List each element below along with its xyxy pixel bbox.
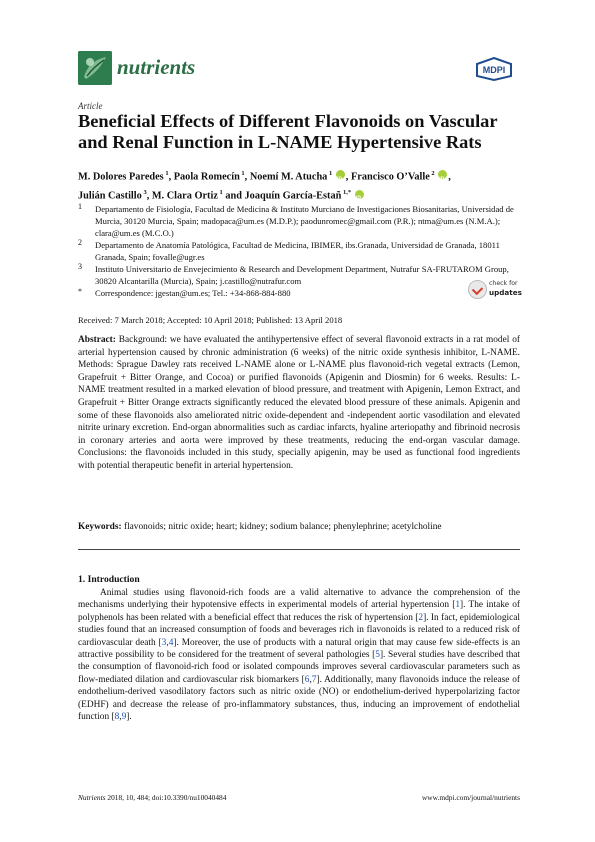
article-type: Article: [78, 101, 103, 111]
intro-text-segment: ]. Additionally, many flavonoids induce the release of endothelium-derived vasodilatory factors such as nitric oxide (NO) or endothelium-derived hyperpolarizing factor (EDHF) and decrease the release of pro-inflammatory substances, thus, inducing an improvement of endothelial function [: [78, 674, 520, 723]
citation-link[interactable]: 9: [121, 712, 127, 723]
author-separator: ,: [168, 171, 174, 183]
footer-citation: [78, 793, 226, 802]
orcid-icon[interactable]: [355, 190, 364, 199]
correspondence-text: Correspondence: jgestan@um.es; Tel.: +34-868-884-880: [95, 288, 291, 298]
citation-link[interactable]: 8: [114, 712, 120, 723]
intro-text-segment: Animal studies using flavonoid-rich foods are a valid alternative to advance the comprehension of the mechanisms underlying their hypotensive effects in experimental models of arterial hypertension [: [78, 588, 520, 611]
author-affiliation-marker: 1: [239, 170, 245, 177]
author-name: Joaquín García-Estañ: [244, 190, 342, 202]
abstract-text: Background: we have evaluated the antihypertensive effect of several flavonoid extracts in a rat model of arterial hypertension caused by chronic administration (6 weeks) of the nitric oxide synthesis inhibitor, L-NAME. Methods: Sprague Dawley rats received L-NAME alone or L-NAME plus flavonoid-rich vegetal extracts (Lemon, Grapefruit + Bitter Orange, and Cocoa) or purified flavonoids (Apigenin and Diosmin) for 6 weeks. Results: L-NAME treatment resulted in a marked elevation of blood pressure, and treatment with Apigenin, Lemon Extract, and Grapefruit + Bitter Orange extracts significantly reduced the elevated blood pressure of these animals. Apigenin and some of these flavonoids also ameliorated nitric oxide-dependent and -independent aortic vasodilation and elevated nitrite urinary excretion. End-organ abnormalities such as cardiac infarcts, hyaline arteriopathy and fibrinoid necrosis in coronary arteries and aorta were improved by these treatments, reducing the end-organ vascular damage. Conclusions: the flavonoids included in this study, specially apigenin, may be used as functional food ingredients with potential therapeutic benefit in arterial hypertension.: [78, 335, 520, 471]
abstract-label: Abstract:: [78, 335, 116, 345]
paper-title: Beneficial Effects of Different Flavonoids on Vascular and Renal Function in L-NAME Hypertensive Rats: [78, 111, 498, 152]
author-affiliation-marker: 1,*: [341, 189, 352, 197]
intro-text-segment: ,: [309, 674, 312, 685]
intro-text-segment: ]. In fact, epidemiological studies found that an increased consumption of foods and beverages rich in flavonoids is related to a reduced risk of cardiovascular death [: [78, 612, 520, 648]
intro-paragraph: [78, 587, 520, 723]
citation-link[interactable]: 1: [455, 600, 461, 611]
affiliation-text: Instituto Universitario de Envejecimiento & Research and Development Department, Nutrafur SA-FRUTAROM Group, 30820 Alcantarilla (Murcia), Spain; j.castillo@nutrafur.com: [95, 264, 509, 287]
affiliation-number: 2: [78, 238, 82, 247]
intro-text-segment: ]. The intake of polyphenols has been related with a beneficial effect that reduces the risk of hypertension [: [78, 600, 521, 623]
author-affiliation-marker: 3: [141, 189, 147, 197]
mdpi-logo-icon: [474, 57, 514, 81]
footer-url[interactable]: www.mdpi.com/journal/nutrients: [421, 793, 520, 802]
check-for-updates-button[interactable]: [468, 278, 528, 300]
footer-journal: Nutrients: [78, 793, 106, 802]
author-name: Paola Romecín: [173, 171, 240, 183]
abstract: [78, 334, 520, 473]
nutrients-journal-logo-icon: [78, 51, 112, 85]
author-name: M. Clara Ortiz: [151, 190, 218, 202]
intro-text-segment: ,: [119, 712, 122, 723]
citation-link[interactable]: 3: [161, 637, 167, 648]
citation-link[interactable]: 6: [304, 674, 310, 685]
citation-link[interactable]: 4: [168, 637, 174, 648]
keywords: [78, 522, 520, 532]
intro-text-segment: ]. Moreover, the use of products with a natural origin that may cause few side-effects is an attractive possibility to be considered for the treatment of several pathologies [: [78, 637, 520, 661]
author-name: Julián Castillo: [78, 190, 142, 202]
check-updates-label: check for: [489, 280, 518, 287]
author-separator: ,: [448, 171, 451, 183]
author-name: M. Dolores Paredes: [78, 171, 164, 183]
author-separator: ,: [345, 171, 351, 183]
author-name: Francisco O’Valle: [350, 171, 430, 183]
divider: [78, 549, 520, 550]
intro-text-segment: ,: [166, 637, 169, 648]
author-affiliation-marker: 1: [163, 170, 169, 177]
check-updates-label: updates: [489, 288, 522, 297]
affiliation-number: 3: [78, 262, 82, 271]
author-list: [78, 166, 523, 205]
affiliation-text: Departamento de Anatomía Patológica, Facultad de Medicina, IBIMER, ibs.Granada, Universidad de Granada, 18011 Granada, Spain; fovalle@ugr.es: [95, 240, 500, 263]
author-affiliation-marker: 2: [429, 170, 435, 177]
author-separator: ,: [146, 190, 152, 202]
orcid-icon[interactable]: [336, 170, 345, 179]
keywords-text: flavonoids; nitric oxide; heart; kidney; sodium balance; phenylephrine; acetylcholine: [123, 522, 442, 532]
author-name: Noemí M. Atucha: [249, 171, 328, 183]
author-separator: ,: [244, 171, 250, 183]
citation-link[interactable]: 2: [418, 612, 424, 623]
citation-link[interactable]: 5: [375, 650, 380, 661]
citation-link[interactable]: 7: [311, 674, 317, 685]
orcid-icon[interactable]: [438, 170, 447, 179]
publication-dates: Received: 7 March 2018; Accepted: 10 April 2018; Published: 13 April 2018: [78, 315, 343, 325]
author-affiliation-marker: 1: [217, 189, 223, 197]
section-heading: 1. Introduction: [78, 574, 140, 585]
author-affiliation-marker: 1: [327, 170, 333, 177]
author-separator: and: [222, 190, 245, 202]
journal-name: nutrients: [117, 55, 196, 79]
mdpi-logo-text: MDPI: [482, 65, 506, 75]
affiliation-text: Departamento de Fisiología, Facultad de Medicina & Instituto Murciano de Investigaciones Biosanitarias, Universidad de Murcia, 30120 Murcia, Spain; madopaca@um.es (M.D.P.); paodunromec@gmail.com (P.R.); ntma@um.es (N.M.A.); clara@um.es (M.C.O.): [95, 204, 514, 239]
affiliation-number: 1: [78, 202, 82, 211]
keywords-label: Keywords:: [78, 522, 122, 532]
footer-citation-text: 2018, 10, 484; doi:10.3390/nu10040484: [107, 793, 227, 802]
affiliation-number: *: [78, 287, 82, 296]
intro-text-segment: ].: [126, 712, 132, 723]
check-updates-icon: [468, 280, 487, 299]
intro-text-segment: ]. Several studies have described that the consumption of flavonoid-rich food or isolated compounds improves several cardiovascular parameters such as flow-mediated dilation and cardiovascular risk biomarkers [: [78, 650, 520, 685]
